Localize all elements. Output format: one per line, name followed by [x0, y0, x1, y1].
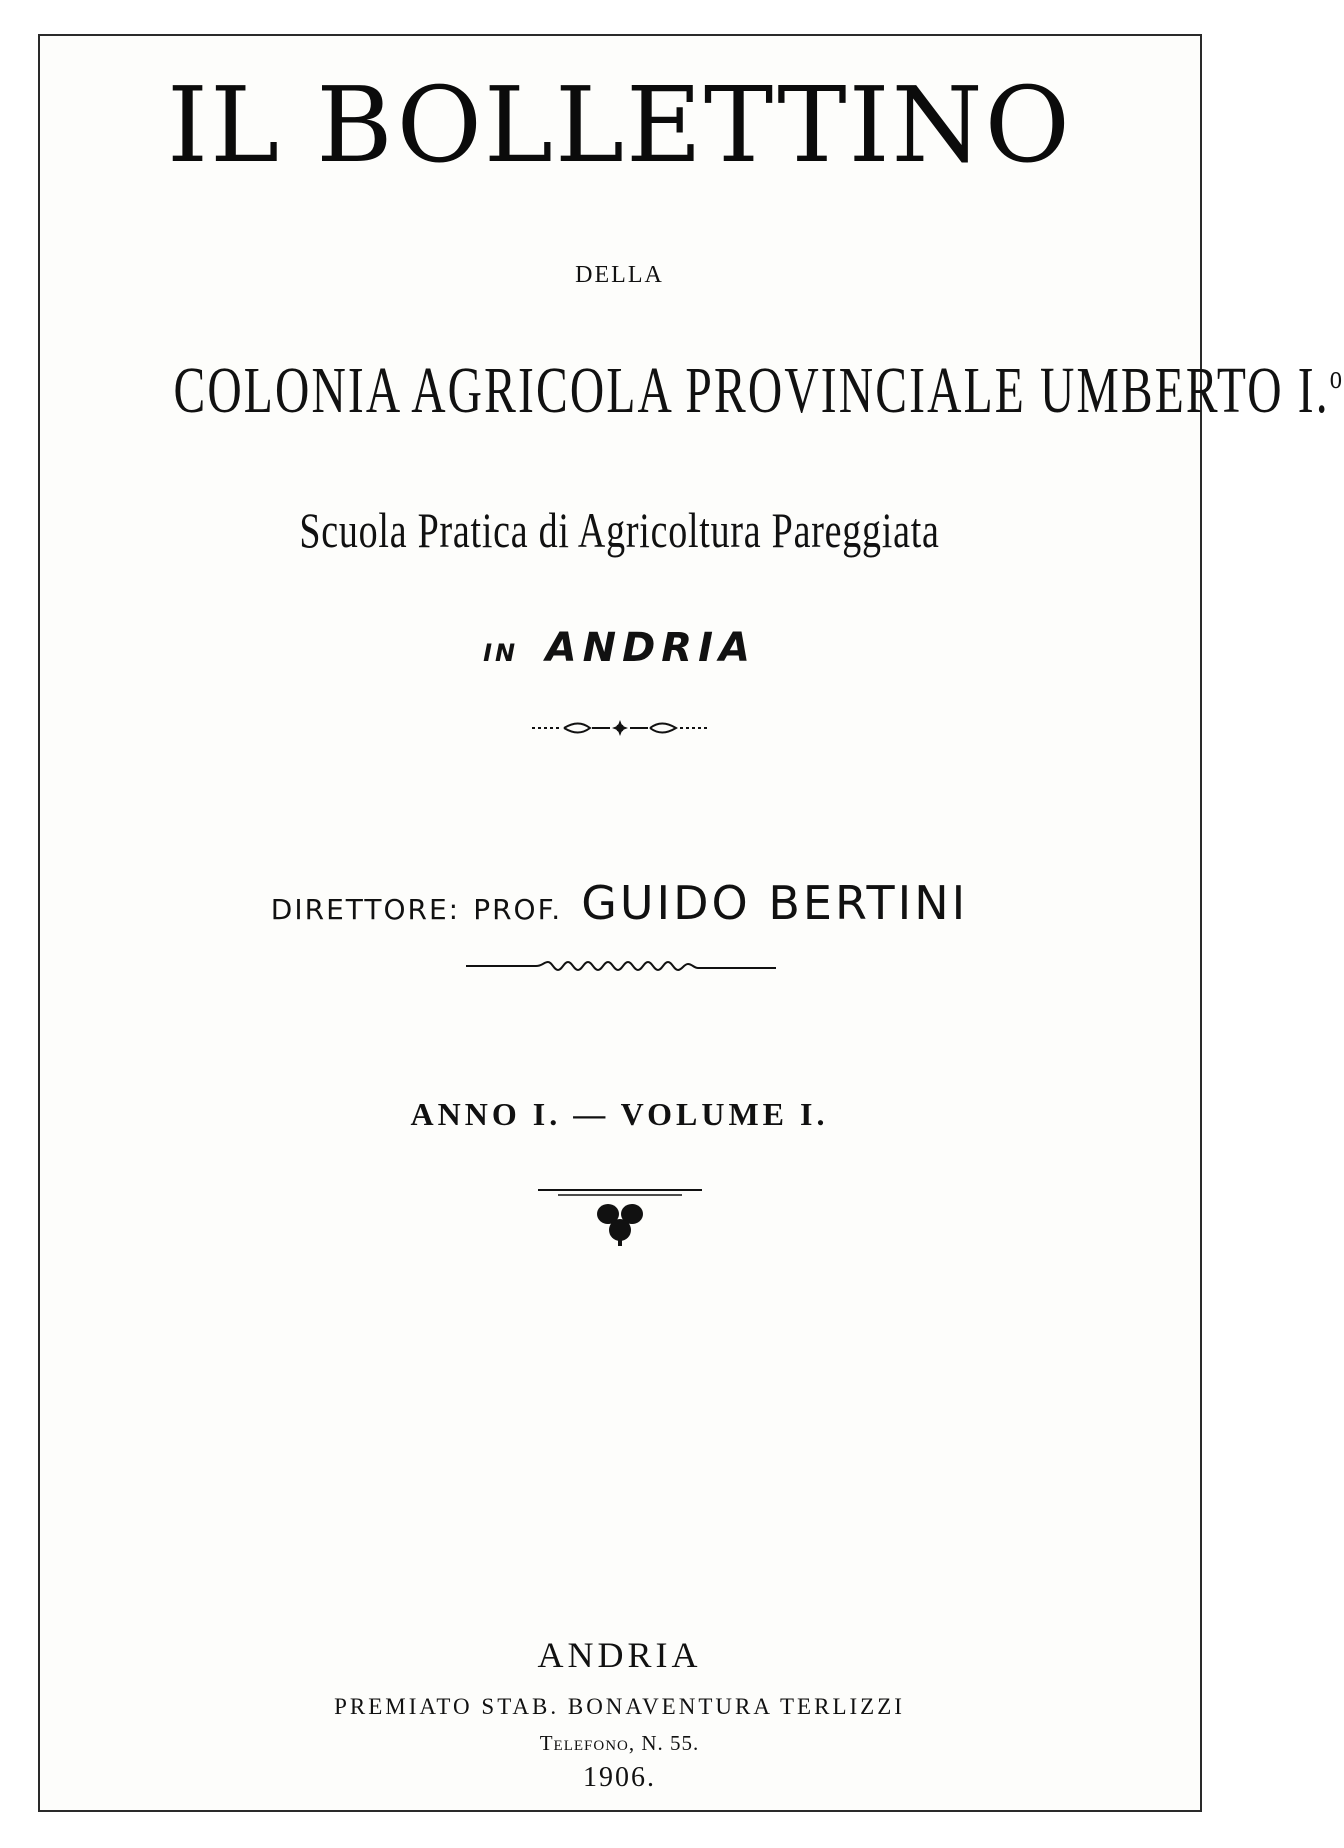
institution-name-text: COLONIA AGRICOLA PROVINCIALE UMBERTO I.	[173, 354, 1330, 427]
imprint-phone: Telefono, N. 55.	[539, 1731, 700, 1755]
institution-name	[173, 354, 1344, 427]
title-il: IL	[167, 64, 282, 186]
journal-title	[0, 64, 1239, 186]
imprint-printer: PREMIATO STAB. BONAVENTURA TERLIZZI	[334, 1694, 905, 1719]
director-label: DIRETTORE:	[270, 893, 461, 926]
trefoil-ornament	[538, 1186, 702, 1250]
title-bollettino: BOLLETTINO	[316, 64, 1072, 186]
location-city: ANDRIA	[545, 625, 756, 671]
ordinal-mark: o	[1329, 359, 1344, 396]
location-prefix: IN	[483, 639, 519, 667]
floral-divider-ornament	[530, 718, 710, 738]
volume-line: ANNO I. — VOLUME I.	[410, 1096, 829, 1132]
director-name: GUIDO BERTINI	[581, 876, 969, 930]
location-line	[0, 625, 1239, 671]
wavy-rule-ornament	[466, 958, 776, 974]
connector-della: DELLA	[575, 262, 664, 288]
imprint-city: ANDRIA	[537, 1635, 702, 1675]
imprint-year: 1906.	[583, 1762, 656, 1793]
director-line	[0, 876, 1239, 930]
director-title: PROF.	[473, 893, 563, 926]
school-subtitle: Scuola Pratica di Agricoltura Pareggiata	[299, 502, 940, 558]
